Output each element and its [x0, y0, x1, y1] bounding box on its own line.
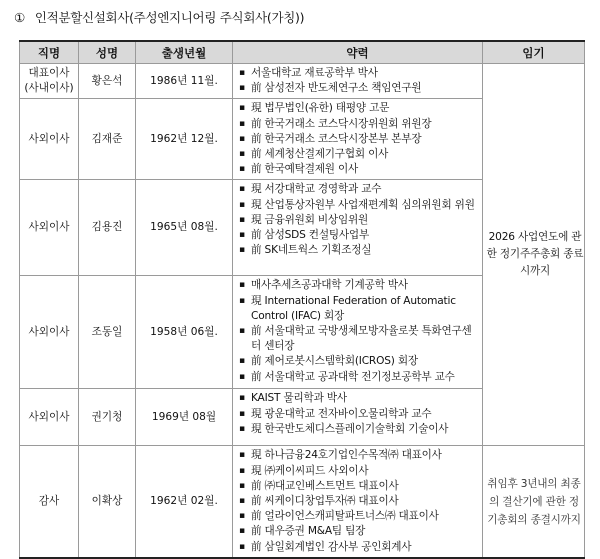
name-cell: 황은석: [79, 64, 136, 99]
table-row: [20, 64, 585, 99]
birth-cell: 1969년 08월: [136, 389, 233, 446]
name-cell: 권기청: [79, 389, 136, 446]
career-item: ▪ 現 광운대학교 전자바이오물리학과 교수: [239, 407, 478, 422]
career-item: ▪ 前 얼라이언스캐피탈파트너스㈜ 대표이사: [239, 509, 478, 524]
career-item: ▪ 前 ㈜대교인베스트먼트 대표이사: [239, 479, 478, 494]
career-item: ▪ 前 대우증권 M&A팀 팀장: [239, 524, 478, 539]
career-item: ▪ KAIST 물리학과 박사: [239, 391, 478, 406]
career-item: ▪ 前 한국거래소 코스닥시장본부 본부장: [239, 132, 478, 147]
career-item: ▪ 前 삼성SDS 컨설팅사업부: [239, 228, 478, 243]
career-cell: [233, 446, 483, 558]
table-header-row: [20, 41, 585, 64]
career-item: ▪ 現 한국반도체디스플레이기술학회 기술이사: [239, 422, 478, 437]
career-item: ▪ 前 제어로봇시스템학회(ICROS) 회장: [239, 354, 478, 369]
career-item: ▪ 現 서강대학교 경영학과 교수: [239, 182, 478, 197]
career-item: ▪ 서울대학교 재료공학부 박사: [239, 66, 478, 81]
birth-cell: 1958년 06월.: [136, 276, 233, 389]
career-item: ▪ 現 금융위원회 비상임위원: [239, 213, 478, 228]
position-cell: 사외이사: [20, 276, 79, 389]
executive-table: [19, 40, 585, 559]
heading-number: ①: [14, 10, 25, 25]
header-term: 임기: [483, 41, 585, 64]
term-cell-auditor: [483, 446, 585, 558]
career-item: ▪ 前 한국거래소 코스닥시장위원회 위원장: [239, 117, 478, 132]
position-cell: 사외이사: [20, 99, 79, 180]
position-cell: 감사: [20, 446, 79, 558]
career-item: ▪ 現 법무법인(유한) 태평양 고문: [239, 101, 478, 116]
position-label: 대표이사: [28, 67, 70, 80]
career-item: ▪ 前 씨케이디창업투자㈜ 대표이사: [239, 494, 478, 509]
career-cell: [233, 64, 483, 99]
birth-cell: 1962년 12월.: [136, 99, 233, 180]
name-cell: 조동일: [79, 276, 136, 389]
header-career: 약력: [233, 41, 483, 64]
position-cell: 사외이사: [20, 389, 79, 446]
career-item: ▪ 現 International Federation of Automatic Control (IFAC) 회장: [239, 294, 478, 324]
career-item: ▪ 現 산업통상자원부 사업재편계획 심의위원회 위원: [239, 198, 478, 213]
name-cell: 김재준: [79, 99, 136, 180]
name-cell: 이확상: [79, 446, 136, 558]
page-heading: [14, 8, 304, 26]
career-item: ▪ 前 SK네트웍스 기획조정실: [239, 243, 478, 258]
header-name: 성명: [79, 41, 136, 64]
position-cell: [20, 64, 79, 99]
birth-cell: 1965년 08월.: [136, 180, 233, 276]
term-text: 취임후 3년내의 최종의 결산기에 관한 정기총회의 종결시까지: [487, 477, 581, 526]
career-item: ▪ 前 세계청산결제기구협회 이사: [239, 147, 478, 162]
career-cell: [233, 99, 483, 180]
position-cell: 사외이사: [20, 180, 79, 276]
career-cell: [233, 180, 483, 276]
table-row: [20, 446, 585, 558]
career-cell: [233, 276, 483, 389]
career-item: ▪ 前 서울대학교 공과대학 전기정보공학부 교수: [239, 370, 478, 385]
position-sublabel: (사내이사): [24, 82, 74, 95]
header-birth: 출생년월: [136, 41, 233, 64]
birth-cell: 1962년 02월.: [136, 446, 233, 558]
career-cell: [233, 389, 483, 446]
career-item: ▪ 現 ㈜케이씨피드 사외이사: [239, 464, 478, 479]
career-item: ▪ 前 한국예탁결제원 이사: [239, 162, 478, 177]
heading-title: 인적분할신설회사(주성엔지니어링 주식회사(가칭)): [34, 10, 305, 25]
career-item: ▪ 前 삼일회계법인 감사부 공인회계사: [239, 540, 478, 555]
career-item: ▪ 매사추세츠공과대학 기계공학 박사: [239, 278, 478, 293]
term-text: 2026 사업연도에 관한 정기주주총회 종료시까지: [486, 231, 584, 278]
career-item: ▪ 現 하나금융24호기업인수목적㈜ 대표이사: [239, 448, 478, 463]
name-cell: 김용진: [79, 180, 136, 276]
header-position: 직명: [20, 41, 79, 64]
career-item: ▪ 前 서울대학교 국방생체모방자율로봇 특화연구센터 센터장: [239, 324, 478, 354]
term-cell-directors: [483, 64, 585, 446]
career-item: ▪ 前 삼성전자 반도체연구소 책임연구원: [239, 81, 478, 96]
birth-cell: 1986년 11월.: [136, 64, 233, 99]
